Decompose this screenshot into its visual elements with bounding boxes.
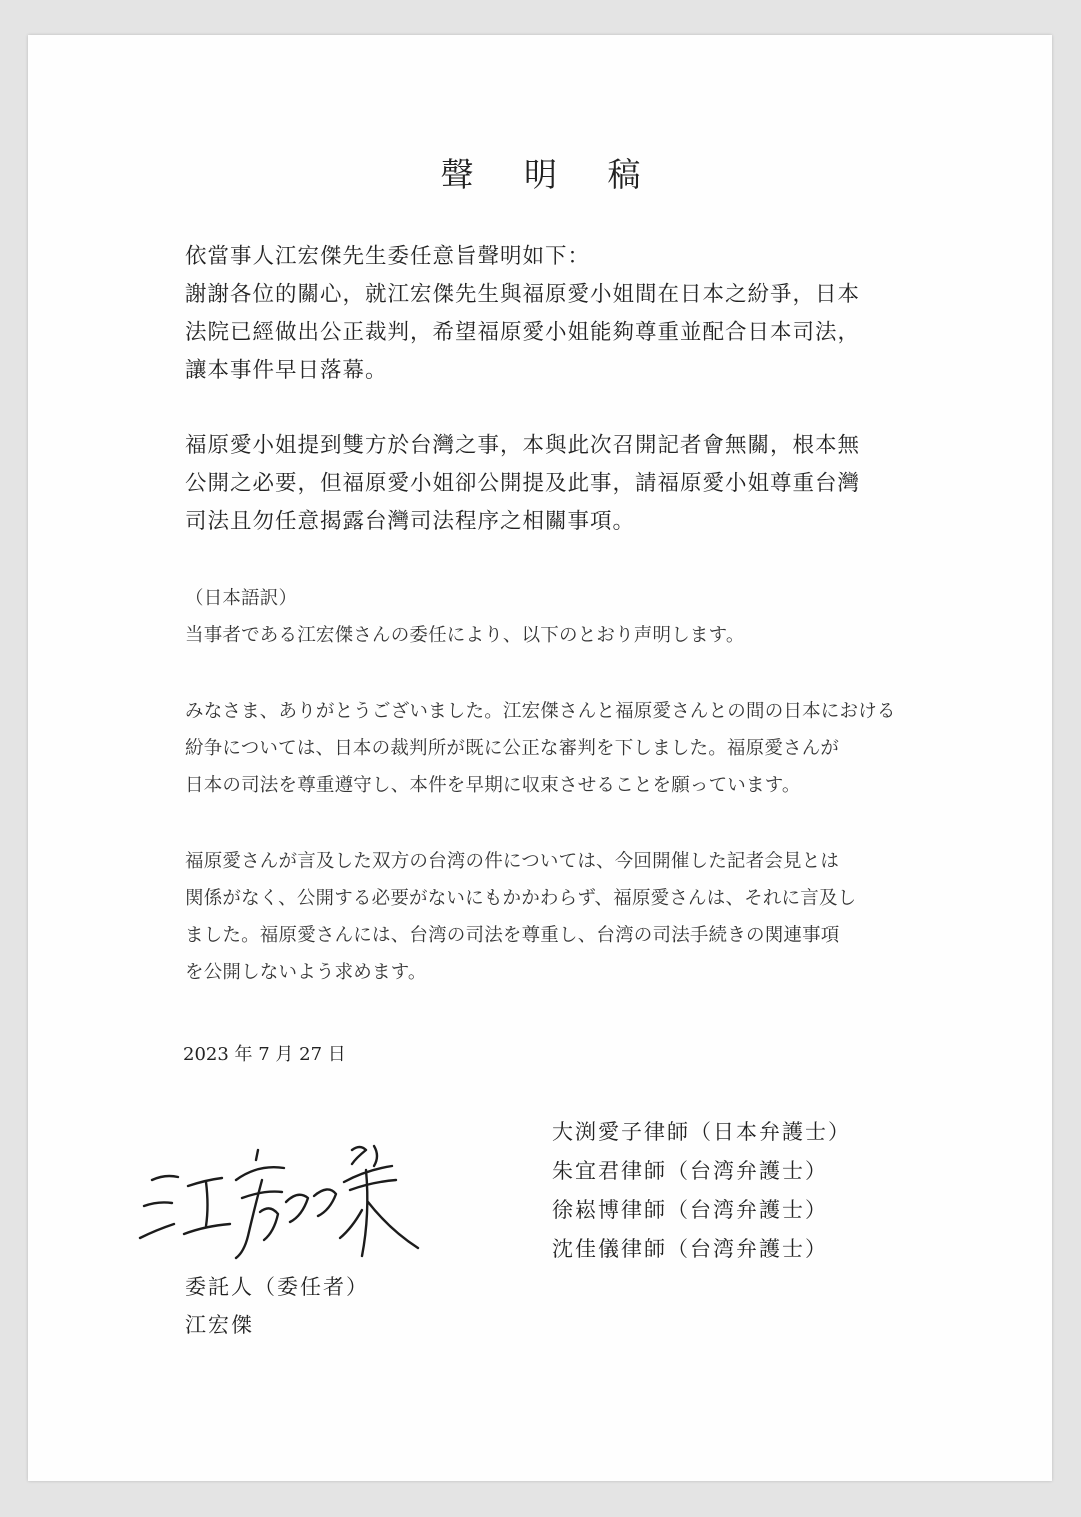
text-line: 福原愛さんが言及した双方の台湾の件については、今回開催した記者会見とは	[185, 851, 840, 872]
text-line: 福原愛小姐提到雙方於台灣之事，本與此次召開記者會無關，根本無	[185, 433, 861, 458]
japanese-paragraph-2	[185, 843, 920, 991]
lawyer-list	[552, 1113, 851, 1269]
text-line: 紛争については、日本の裁判所が既に公正な審判を下しました。福原愛さんが	[185, 738, 840, 759]
chinese-intro-line: 依當事人江宏傑先生委任意旨聲明如下：	[185, 244, 591, 269]
lawyer-item: 沈佳儀律師（台湾弁護士）	[552, 1237, 828, 1261]
lawyer-item: 徐崧博律師（台湾弁護士）	[552, 1198, 828, 1222]
chinese-intro	[185, 238, 920, 276]
chinese-paragraph-2	[185, 427, 920, 541]
document-date: 2023 年 7 月 27 日	[183, 1044, 346, 1065]
japanese-heading: （日本語訳）	[185, 588, 298, 609]
client-label: 委託人（委任者）	[185, 1275, 369, 1299]
text-line: みなさま、ありがとうございました。江宏傑さんと福原愛さんとの間の日本における	[185, 701, 896, 722]
japanese-intro-line: 当事者である江宏傑さんの委任により、以下のとおり声明します。	[185, 625, 745, 646]
document-title: 聲 明 稿	[440, 155, 661, 194]
text-line: 讓本事件早日落幕。	[185, 358, 388, 383]
text-line: 謝謝各位的關心，就江宏傑先生與福原愛小姐間在日本之紛爭，日本	[185, 282, 861, 307]
lawyer-item: 大渕愛子律師（日本弁護士）	[552, 1120, 851, 1144]
text-line: 日本の司法を尊重遵守し、本件を早期に収束させることを願っています。	[185, 775, 801, 796]
text-line: ました。福原愛さんには、台湾の司法を尊重し、台湾の司法手続きの関連事項	[185, 925, 840, 946]
lawyer-item: 朱宜君律師（台湾弁護士）	[552, 1159, 828, 1183]
client-name: 江宏傑	[185, 1313, 254, 1337]
text-line: 公開之必要，但福原愛小姐卻公開提及此事，請福原愛小姐尊重台灣	[185, 471, 861, 496]
text-line: を公開しないよう求めます。	[185, 962, 427, 983]
text-line: 司法且勿任意揭露台灣司法程序之相關事項。	[185, 509, 636, 534]
chinese-paragraph-1	[185, 276, 920, 390]
text-line: 法院已經做出公正裁判，希望福原愛小姐能夠尊重並配合日本司法，	[185, 320, 861, 345]
client-block	[185, 1268, 369, 1344]
japanese-paragraph-1	[185, 693, 920, 804]
text-line: 関係がなく、公開する必要がないにもかかわらず、福原愛さんは、それに言及し	[185, 888, 857, 909]
handwritten-signature	[130, 1140, 430, 1270]
japanese-intro	[185, 580, 920, 654]
